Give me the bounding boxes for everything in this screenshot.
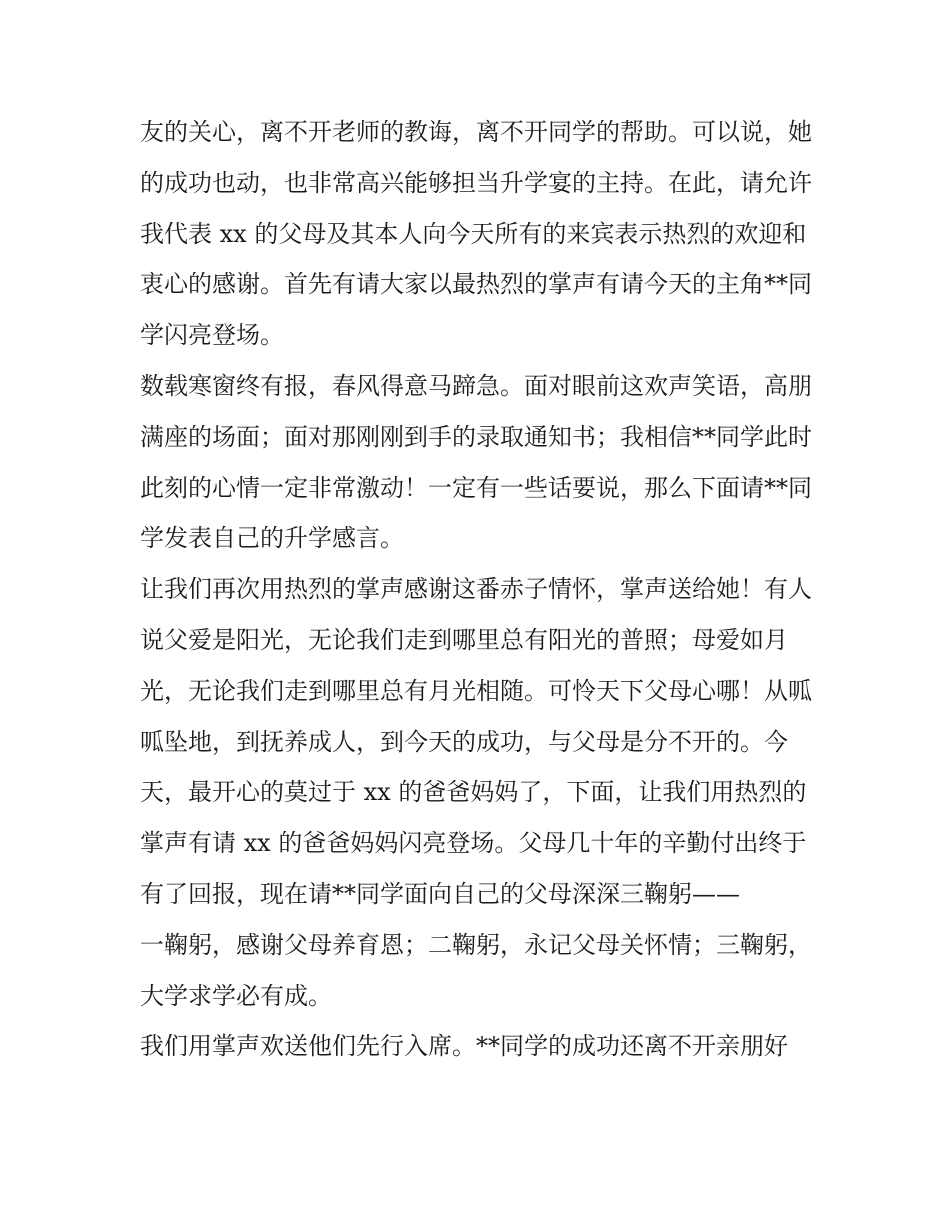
paragraph: 我们用掌声欢送他们先行入席。**同学的成功还离不开亲朋好: [140, 1032, 788, 1061]
paragraph: 一鞠躬，感谢父母养育恩；二鞠躬，永记父母关怀情；三鞠躬，大学求学必有成。: [140, 930, 812, 1010]
paragraph: 友的关心，离不开老师的教诲，离不开同学的帮助。可以说，她的成功也动，也非常高兴能够担当升学宴的主持。在此，请允许我代表 xx 的父母及其本人向今天所有的来宾表示热烈的欢迎和衷心的感谢。首先有请大家以最热烈的掌声有请今天的主角**同学闪亮登场。: [140, 118, 812, 350]
paragraph: 数载寒窗终有报，春风得意马蹄急。面对眼前这欢声笑语，高朋满座的场面；面对那刚刚到手的录取通知书；我相信**同学此时此刻的心情一定非常激动！一定有一些话要说，那么下面请**同学发表自己的升学感言。: [140, 371, 812, 553]
document-body: [140, 107, 820, 1072]
paragraph: 让我们再次用热烈的掌声感谢这番赤子情怀，掌声送给她！有人说父爱是阳光，无论我们走到哪里总有阳光的普照；母爱如月光，无论我们走到哪里总有月光相随。可怜天下父母心哪！从呱呱坠地，到抚养成人，到今天的成功，与父母是分不开的。今天，最开心的莫过于 xx 的爸爸妈妈了，下面，让我们用热烈的掌声有请 xx 的爸爸妈妈闪亮登场。父母几十年的辛勤付出终于有了回报，现在请**同学面向自己的父母深深三鞠躬——: [140, 575, 812, 908]
